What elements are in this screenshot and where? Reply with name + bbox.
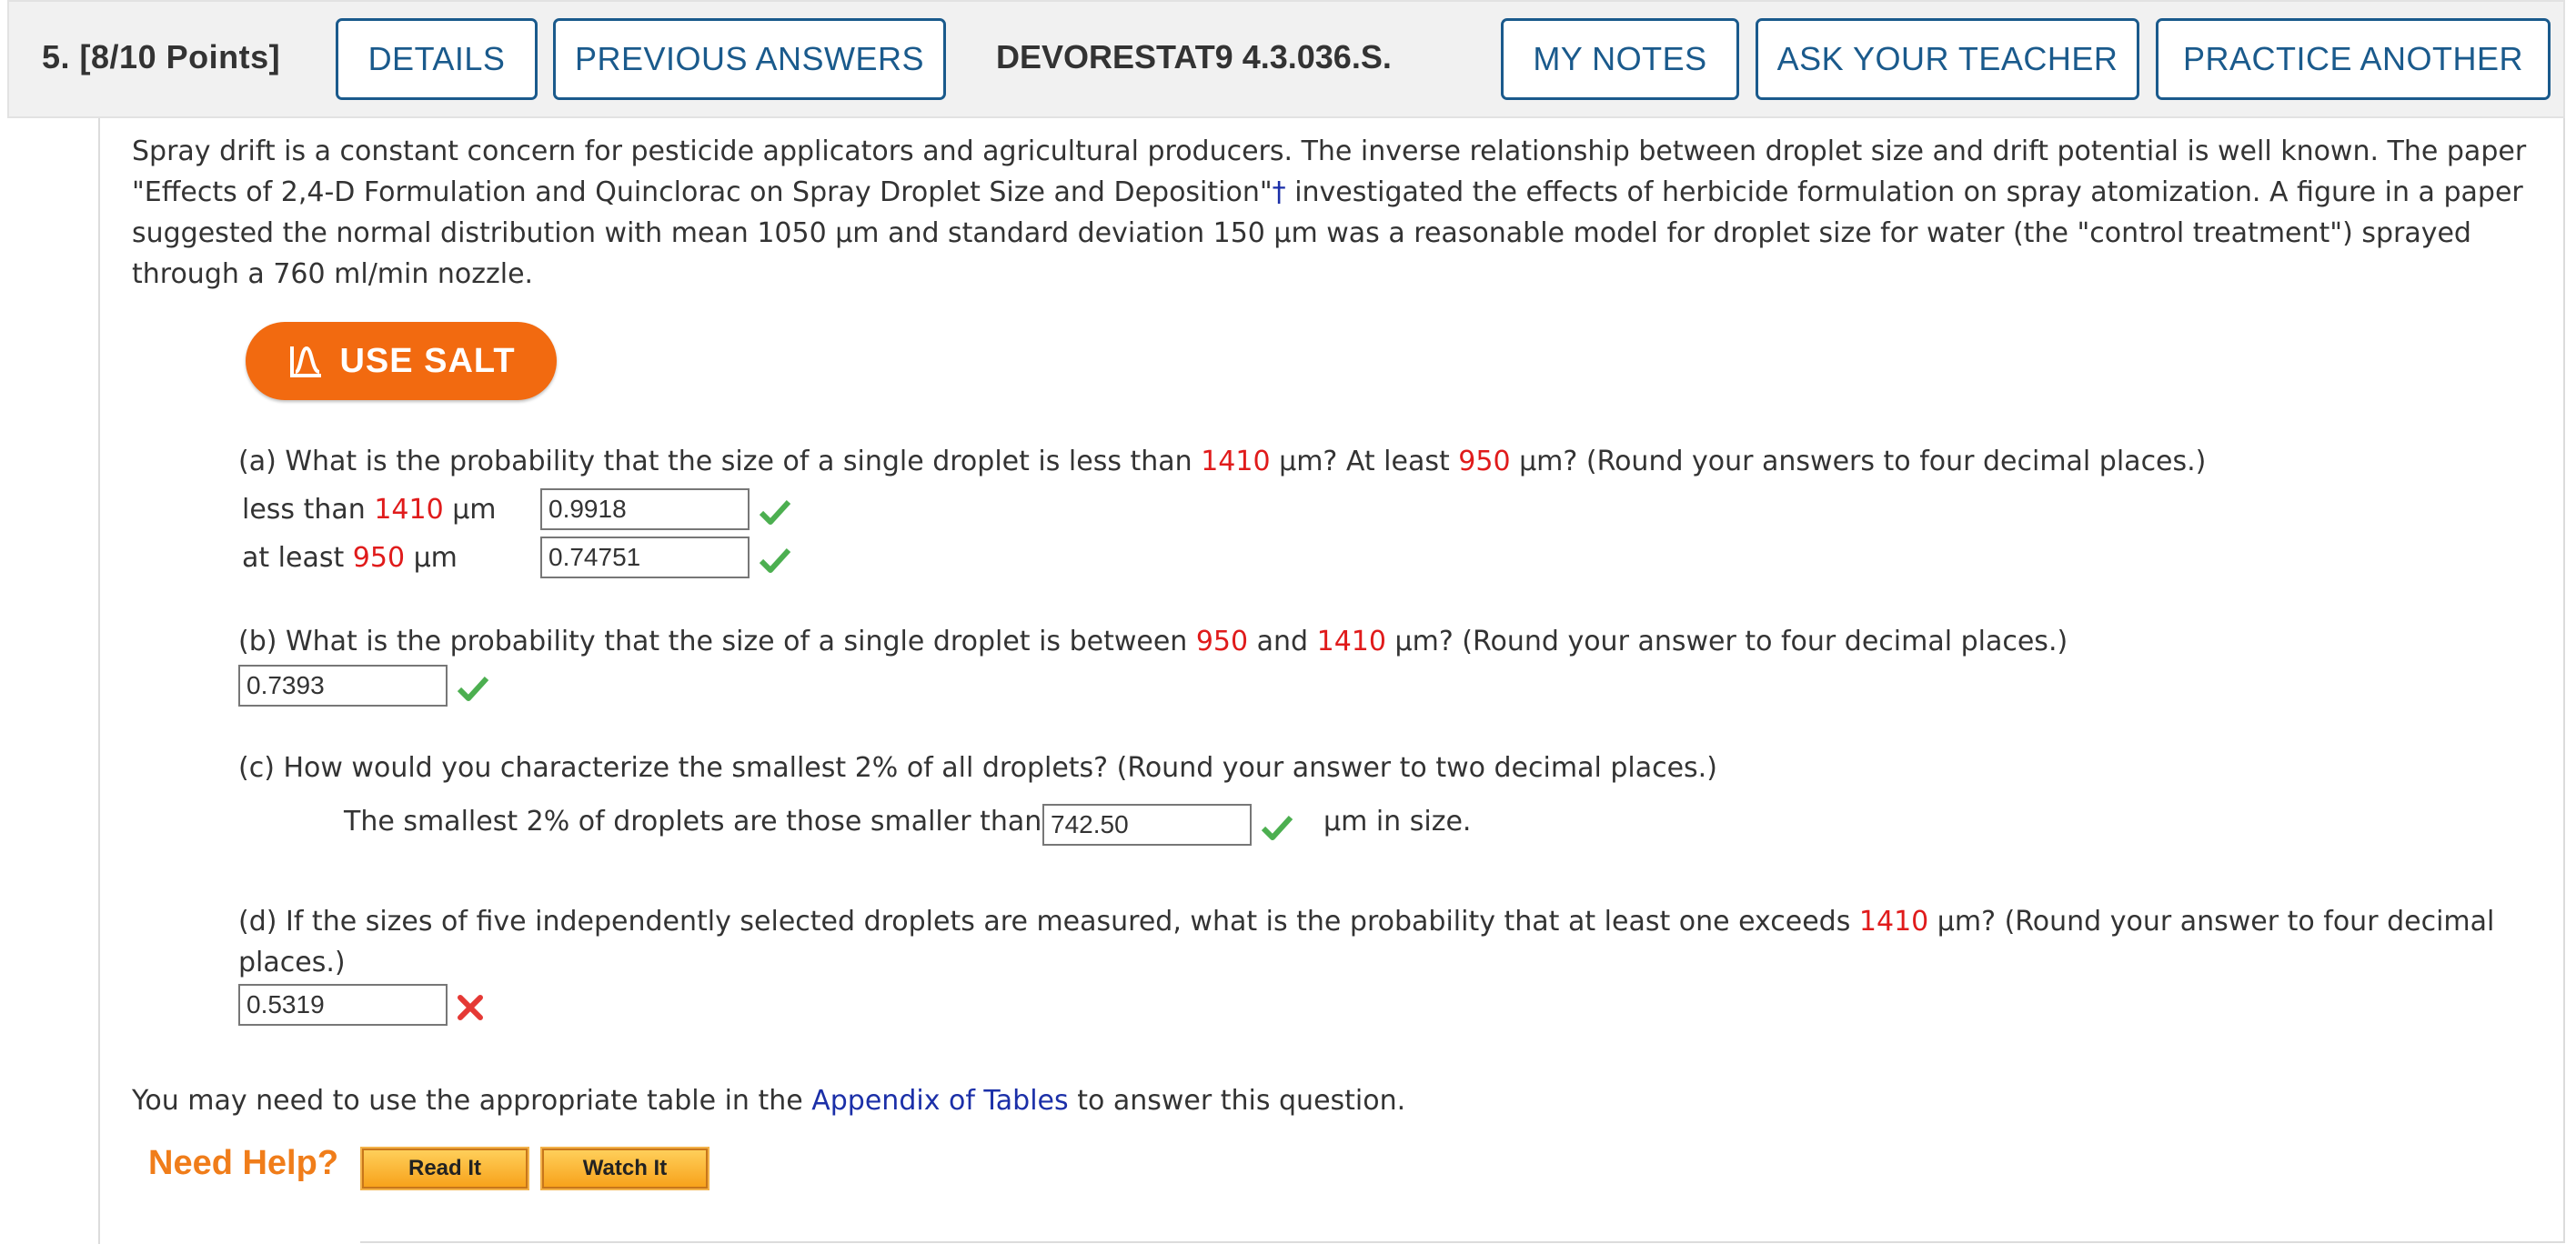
part-c-suffix: μm in size. [1323, 806, 1472, 838]
part-a-at-least-input[interactable]: 0.74751 [540, 537, 750, 578]
part-d-question-line2: places.) [238, 947, 346, 978]
need-help-label: Need Help? [148, 1144, 339, 1182]
read-it-button[interactable]: Read It [362, 1149, 528, 1189]
question-header [7, 0, 2565, 118]
part-c-prefix: The smallest 2% of droplets are those smaller than [344, 806, 1042, 838]
correct-check-icon [457, 674, 489, 703]
intro-text-1: Spray drift is a constant concern for pesticide applicators and agricultural producers. The inverse relationship between droplet size and drift potential is well known. The paper "Effects of 2,4-D Formulation and Quinclorac on Spray Droplet Size and Deposition" [132, 135, 2527, 208]
correct-check-icon [1261, 813, 1293, 842]
part-c-input[interactable]: 742.50 [1042, 804, 1252, 846]
question-points [42, 38, 280, 76]
part-c-question: (c) How would you characterize the smallest 2% of all droplets? (Round your answer to two decimal places.) [238, 752, 1717, 784]
intro-text-2: investigated the effects of herbicide formulation on spray atomization. A figure in a paper suggested the normal distribution with mean 1050 μm and standard deviation 150 μm was a reasonable model for droplet size for water (the "control treatment") sprayed through a 760 ml/min nozzle. [132, 176, 2523, 290]
part-b-input[interactable]: 0.7393 [238, 665, 448, 707]
part-b-question: (b) What is the probability that the size of a single droplet is between 950 and 1410 μm? (Round your answer to four decimal places.) [238, 626, 2068, 657]
appendix-of-tables-link[interactable]: Appendix of Tables [811, 1085, 1069, 1117]
my-notes-button[interactable]: MY NOTES [1501, 18, 1739, 100]
use-salt-label: USE SALT [339, 341, 516, 380]
incorrect-x-icon [457, 994, 484, 1021]
part-a-less-than-input[interactable]: 0.9918 [540, 488, 750, 530]
footnote-dagger-link[interactable]: † [1272, 176, 1286, 208]
part-d-input[interactable]: 0.5319 [238, 984, 448, 1026]
correct-check-icon [759, 497, 791, 527]
points-label: [8/10 Points] [79, 38, 281, 75]
watch-it-button[interactable]: Watch It [542, 1149, 708, 1189]
part-a-question: (a) What is the probability that the size of a single droplet is less than 1410 μm? At least 950 μm? (Round your answers to four decimal places.) [238, 446, 2207, 477]
part-d-question-line1: (d) If the sizes of five independently selected droplets are measured, what is the probability that at least one exceeds 1410 μm? (Round your answer to four decimal [238, 906, 2495, 938]
part-a-row2-label: at least 950 μm [242, 542, 458, 574]
panel-border-right [2563, 118, 2565, 1242]
panel-border-bottom [360, 1241, 2565, 1243]
problem-intro [132, 131, 2533, 295]
question-number: 5. [42, 38, 71, 75]
part-a-row1-label: less than 1410 μm [242, 494, 497, 526]
salt-chart-icon [287, 341, 327, 381]
correct-check-icon [759, 546, 791, 575]
panel-border-left [98, 118, 100, 1244]
appendix-note: You may need to use the appropriate table in the Appendix of Tables to answer this question. [132, 1085, 1406, 1117]
use-salt-button[interactable] [246, 322, 557, 400]
ask-teacher-button[interactable]: ASK YOUR TEACHER [1756, 18, 2139, 100]
problem-code: DEVORESTAT9 4.3.036.S. [996, 38, 1392, 75]
details-button[interactable]: DETAILS [336, 18, 538, 100]
practice-another-button[interactable]: PRACTICE ANOTHER [2156, 18, 2551, 100]
previous-answers-button[interactable]: PREVIOUS ANSWERS [553, 18, 946, 100]
